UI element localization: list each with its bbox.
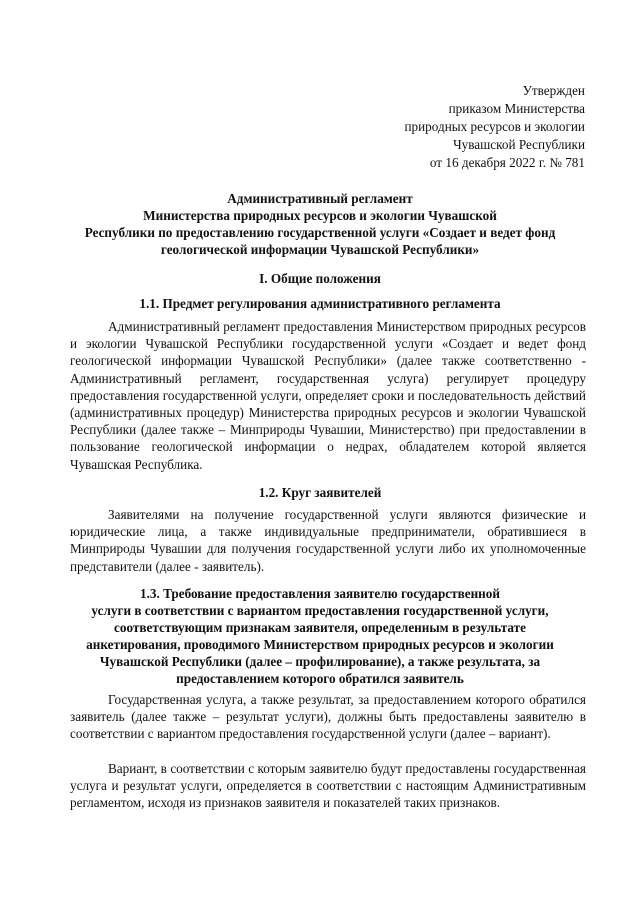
- section-heading-1-1: 1.1. Предмет регулирования административного регламента: [139, 296, 501, 311]
- approval-line: природных ресурсов и экологии: [404, 119, 585, 134]
- approval-block: [404, 82, 585, 172]
- title-line: Республики по предоставлению государственной услуги «Создает и ведет фонд: [84, 225, 556, 240]
- approval-line: Чувашской Республики: [453, 137, 585, 152]
- paragraph-1-2: Заявителями на получение государственной услуги являются физические и юридические лица, а также индивидуальные предприниматели, обратившиеся в Минприроды Чувашии для получения государственной услуги либо их уполномоченные представители (далее - заявитель).: [70, 507, 586, 574]
- paragraph-1-1: Административный регламент предоставления Министерством природных ресурсов и экологии Чувашской Республики государственной услуги «Создает и ведет фонд геологической информации Чувашской Республики» (далее также соответственно - Административный регламент, государственная услуга) регулирует процедуру предоставления государственной услуги, определяет сроки и последовательность действий (административных процедур) Министерства природных ресурсов и экологии Чувашской Республики (далее также – Минприроды Чувашии, Министерство) при предоставлении в пользование геологической информации о недрах, обладателем которой является Чувашская Республика.: [70, 319, 586, 472]
- heading-line: соответствующим признакам заявителя, определенным в результате: [114, 620, 526, 635]
- heading-line: Чувашской Республики (далее – профилирование), а также результата, за: [99, 654, 541, 669]
- heading-line: анкетирования, проводимого Министерством природных ресурсов и экологии: [86, 637, 554, 652]
- heading-line: предоставлением которого обратился заявитель: [176, 671, 464, 686]
- paragraph-1-3-a: Государственная услуга, а также результат, за предоставлением которого обратился заявитель (далее также – результат услуги), должны быть предоставлены заявителю в соответствии с вариантом предоставления государственной услуги (далее – вариант).: [70, 692, 586, 742]
- section-heading-1-3: [60, 585, 580, 687]
- title-line: Министерства природных ресурсов и экологии Чувашской: [143, 208, 497, 223]
- approval-line: Утвержден: [522, 83, 585, 98]
- heading-line: услуги в соответствии с вариантом предоставления государственной услуги,: [91, 603, 549, 618]
- approval-date-line: от 16 декабря 2022 г. № 781: [429, 155, 585, 170]
- section-heading-1-2: 1.2. Круг заявителей: [258, 485, 382, 500]
- section-heading-general: I. Общие положения: [259, 271, 381, 286]
- heading-line: 1.3. Требование предоставления заявителю государственной: [140, 586, 500, 601]
- paragraph-1-3-b: Вариант, в соответствии с которым заявителю будут предоставлены государственная услуга и результат услуги, определяется в соответствии с настоящим Административным регламентом, исходя из признаков заявителя и показателей таких признаков.: [70, 761, 586, 811]
- title-line: Административный регламент: [227, 191, 413, 206]
- approval-line: приказом Министерства: [448, 101, 585, 116]
- title-line: геологической информации Чувашской Республики»: [160, 242, 480, 257]
- document-title: [60, 190, 580, 258]
